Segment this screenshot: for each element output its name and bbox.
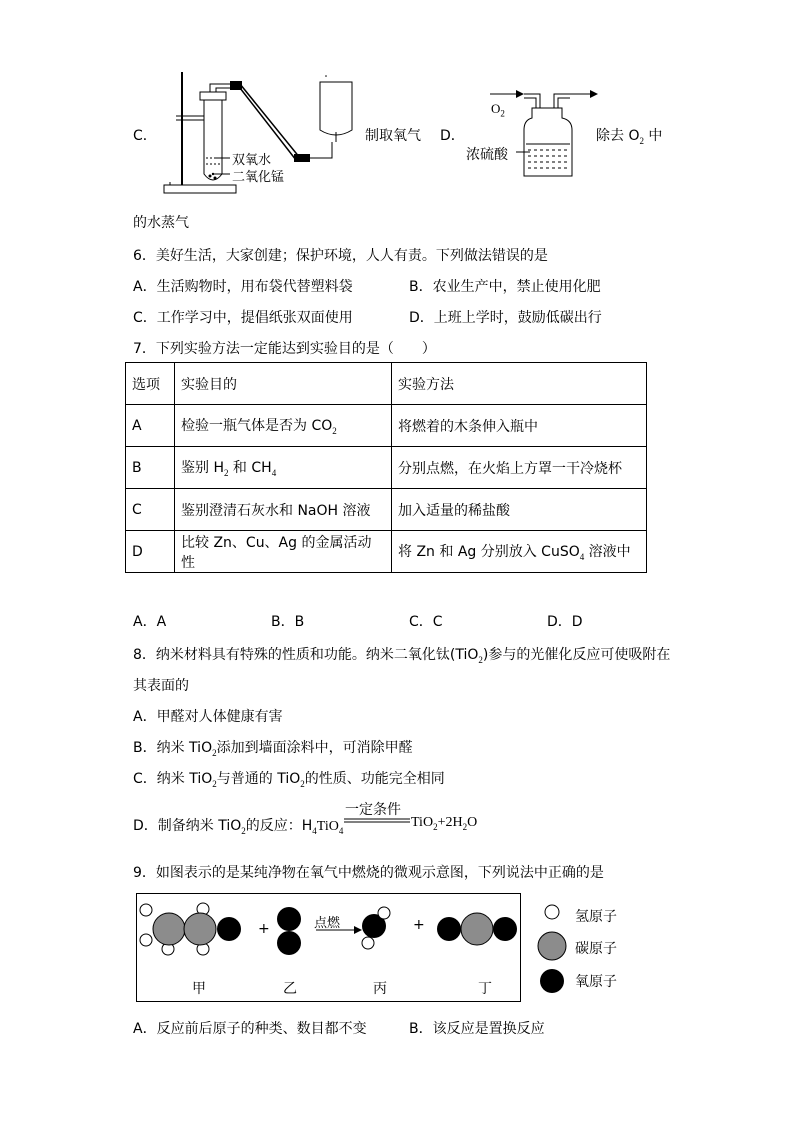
- gas-washing-bottle-figure: [486, 84, 602, 180]
- row-goal: 鉴别澄清石灰水和 NaOH 溶液: [175, 489, 392, 531]
- row-method: 将燃着的木条伸入瓶中: [392, 405, 647, 447]
- label-hydrogen-peroxide: 双氧水: [232, 153, 272, 168]
- option-c-letter: C．: [133, 128, 157, 144]
- hydrogen-atom-icon: [545, 905, 559, 919]
- reaction-products: $TiO_2+2H_2O$: [411, 815, 478, 832]
- q6-option-c[interactable]: C．工作学习中，提倡纸张双面使用: [133, 310, 353, 326]
- q7-option-d[interactable]: D．D: [547, 614, 583, 630]
- row-method: 分别点燃，在火焰上方罩一干冷烧杯: [392, 447, 647, 489]
- row-goal: 比较 Zn、Cu、Ag 的金属活动性: [175, 531, 392, 573]
- table-row: [126, 447, 647, 489]
- option-d-text: 除去 $O_2$ 中: [596, 128, 663, 146]
- label-oxygen: $O_2$: [491, 101, 505, 119]
- q8-option-c[interactable]: C．纳米 TiO$_2$与普通的 TiO$_2$的性质、功能完全相同: [133, 771, 445, 789]
- q8-option-a[interactable]: A．甲醛对人体健康有害: [133, 709, 283, 725]
- option-c-text: 制取氧气: [365, 128, 421, 144]
- label-yi: 乙: [283, 981, 297, 997]
- q6-option-b[interactable]: B．农业生产中，禁止使用化肥: [409, 279, 601, 295]
- q8-option-d[interactable]: D．制备纳米 TiO$_2$的反应：$H_4TiO_4$: [133, 818, 344, 836]
- q9-option-b[interactable]: B．该反应是置换反应: [409, 1021, 545, 1037]
- row-option: B: [126, 447, 175, 489]
- label-jia: 甲: [192, 981, 206, 997]
- option-d-text-continued: 的水蒸气: [133, 215, 189, 231]
- label-bing: 丙: [373, 981, 387, 997]
- row-option: A: [126, 405, 175, 447]
- q7-option-a[interactable]: A．A: [133, 614, 167, 630]
- table-header-row: [126, 363, 647, 405]
- legend-hydrogen: 氢原子: [575, 909, 617, 925]
- row-goal: 鉴别 $H_2$ 和 $CH_4$: [175, 447, 392, 489]
- q8-stem-line1: 8．纳米材料具有特殊的性质和功能。纳米二氧化钛(TiO$_2$)参与的光催化反应可使吸附在: [133, 647, 671, 665]
- table-row: [126, 489, 647, 531]
- q6-stem: 6．美好生活，大家创建；保护环境，人人有责。下列做法错误的是: [133, 248, 548, 264]
- reaction-condition: 一定条件: [345, 802, 401, 818]
- row-method: 加入适量的稀盐酸: [392, 489, 647, 531]
- label-manganese-dioxide: 二氧化锰: [232, 170, 285, 185]
- q7-experiment-table: [125, 362, 647, 573]
- q7-stem: 7．下列实验方法一定能达到实验目的是（ ）: [133, 341, 436, 357]
- row-option: C: [126, 489, 175, 531]
- row-method: 将 Zn 和 Ag 分别放入 CuSO$_4$ 溶液中: [392, 531, 647, 573]
- q6-option-a[interactable]: A．生活购物时，用布袋代替塑料袋: [133, 279, 353, 295]
- plus-sign: +: [258, 921, 270, 937]
- plus-sign: +: [413, 917, 425, 933]
- q7-option-b[interactable]: B．B: [271, 614, 305, 630]
- equals-sign-double-line: [344, 818, 410, 824]
- q8-stem-line2: 其表面的: [133, 678, 189, 694]
- atom-legend-icons: [537, 900, 571, 996]
- label-ding: 丁: [478, 981, 492, 997]
- carbon-atom-icon: [538, 932, 566, 960]
- legend-oxygen: 氧原子: [575, 974, 617, 990]
- q7-option-c[interactable]: C．C: [409, 614, 443, 630]
- molecule-ding: [437, 913, 517, 945]
- row-option: D: [126, 531, 175, 573]
- header-option: 选项: [126, 363, 175, 405]
- ignition-condition: 点燃: [314, 916, 341, 931]
- table-row: [126, 405, 647, 447]
- header-method: 实验方法: [392, 363, 647, 405]
- q9-option-a[interactable]: A．反应前后原子的种类、数目都不变: [133, 1021, 367, 1037]
- header-goal: 实验目的: [175, 363, 392, 405]
- option-d-letter: D．: [440, 128, 465, 144]
- q6-option-d[interactable]: D．上班上学时，鼓励低碳出行: [409, 310, 602, 326]
- q8-option-b[interactable]: B．纳米 TiO$_2$添加到墙面涂料中，可消除甲醛: [133, 740, 413, 758]
- label-conc-sulfuric-acid: 浓硫酸: [466, 147, 508, 163]
- table-row: [126, 531, 647, 573]
- oxygen-atom-icon: [540, 969, 564, 993]
- legend-carbon: 碳原子: [575, 941, 617, 957]
- q9-stem: 9．如图表示的是某纯净物在氧气中燃烧的微观示意图，下列说法中正确的是: [133, 865, 604, 881]
- row-goal: 检验一瓶气体是否为 $CO_2$: [175, 405, 392, 447]
